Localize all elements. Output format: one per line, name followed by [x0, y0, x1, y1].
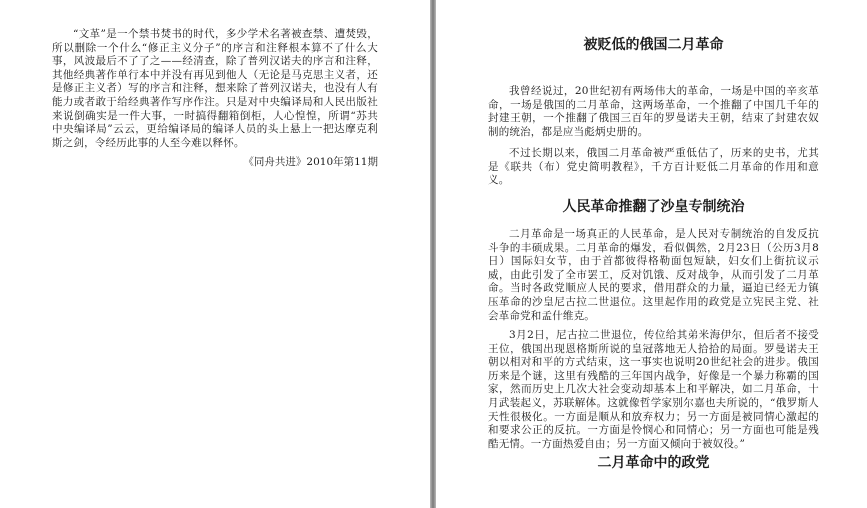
left-paragraph: “文革”是一个禁书焚书的时代，多少学术名著被查禁、遭焚毁，所以删除一个什么“修正主义分子”的序言和注释根本算不了什么大事，风波最后不了了之——经清查，除了普列汉诺夫的序言和注释，其他经典著作单行本中并没有再见到他人（无论是马克思主义者，还是修正主义者）写的序言和注释，想来除了普列汉诺夫，也没有人有能力或者敢于给经典著作写序作注。只是对中央编译局和人民出版社来说倒确实是一件大事，一时搞得翻箱倒柜，人心惶惶，所谓“苏共中央编译局”云云，更给编译局的编译人员的头上悬上一把达摩克利斯之剑，令经历此事的人至今难以释怀。	[52, 28, 378, 149]
chapter-title: 被贬低的俄国二月革命	[583, 37, 724, 53]
section-1-paragraph-2: 3月2日，尼古拉二世退位，传位给其弟米海伊尔，但后者不接受王位，俄国出现恩格斯所说的皇冠落地无人拾拾的局面。罗曼诺夫王朝以相对和平的方式结束，这一事实也说明20世纪社会的进步。俄国历来是个谜，这里有残酷的三年国内战争，好像是一个暴力称霸的国家，然而历史上几次大社会变动却基本上和平解决，如二月革命，十月武装起义，苏联解体。这就像哲学家别尔嘉也夫所说的，“俄罗斯人天性很极化。一方面是顺从和放弃权力；另一方面是被同情心激起的和要求公正的反抗。一方面是怜悯心和同情心；另一方面也可能是残酷无情。一方面热爱自由；另一方面又倾向于被奴役。”	[488, 329, 819, 450]
section-1-paragraph-1: 二月革命是一场真正的人民革命，是人民对专制统治的自发反抗斗争的丰硕成果。二月革命的爆发，看似偶然，2月23日（公历3月8日）国际妇女节，由于首都彼得格勒面包短缺，妇女们上街抗议示威，由此引发了全市罢工，反对饥饿、反对战争，从而引发了二月革命。当时各政党顺应人民的要求，借用群众的力量，逼迫已经无力镇压革命的沙皇尼古拉二世退位。这里起作用的政党是立宪民主党、社会革命党和孟什维克。	[488, 228, 819, 322]
source-citation: 《同舟共进》2010年第11期	[243, 156, 378, 168]
left-page	[0, 0, 430, 508]
section-title-1: 人民革命推翻了沙皇专制统治	[562, 199, 745, 215]
intro-paragraph-2: 不过长期以来，俄国二月革命被严重低估了，历来的史书，尤其是《联共（布）党史简明教程》，千方百计贬低二月革命的作用和意义。	[488, 147, 819, 187]
intro-paragraph-1: 我曾经说过，20世纪初有两场伟大的革命，一场是中国的辛亥革命，一场是俄国的二月革命，这两场革命，一个推翻了中国几千年的封建王朝，一个推翻了俄国三百年的罗曼诺夫王朝，结束了封建农奴制的统治，都是应当彪炳史册的。	[488, 85, 819, 138]
right-page	[436, 0, 867, 508]
section-title-2: 二月革命中的政党	[597, 455, 710, 471]
